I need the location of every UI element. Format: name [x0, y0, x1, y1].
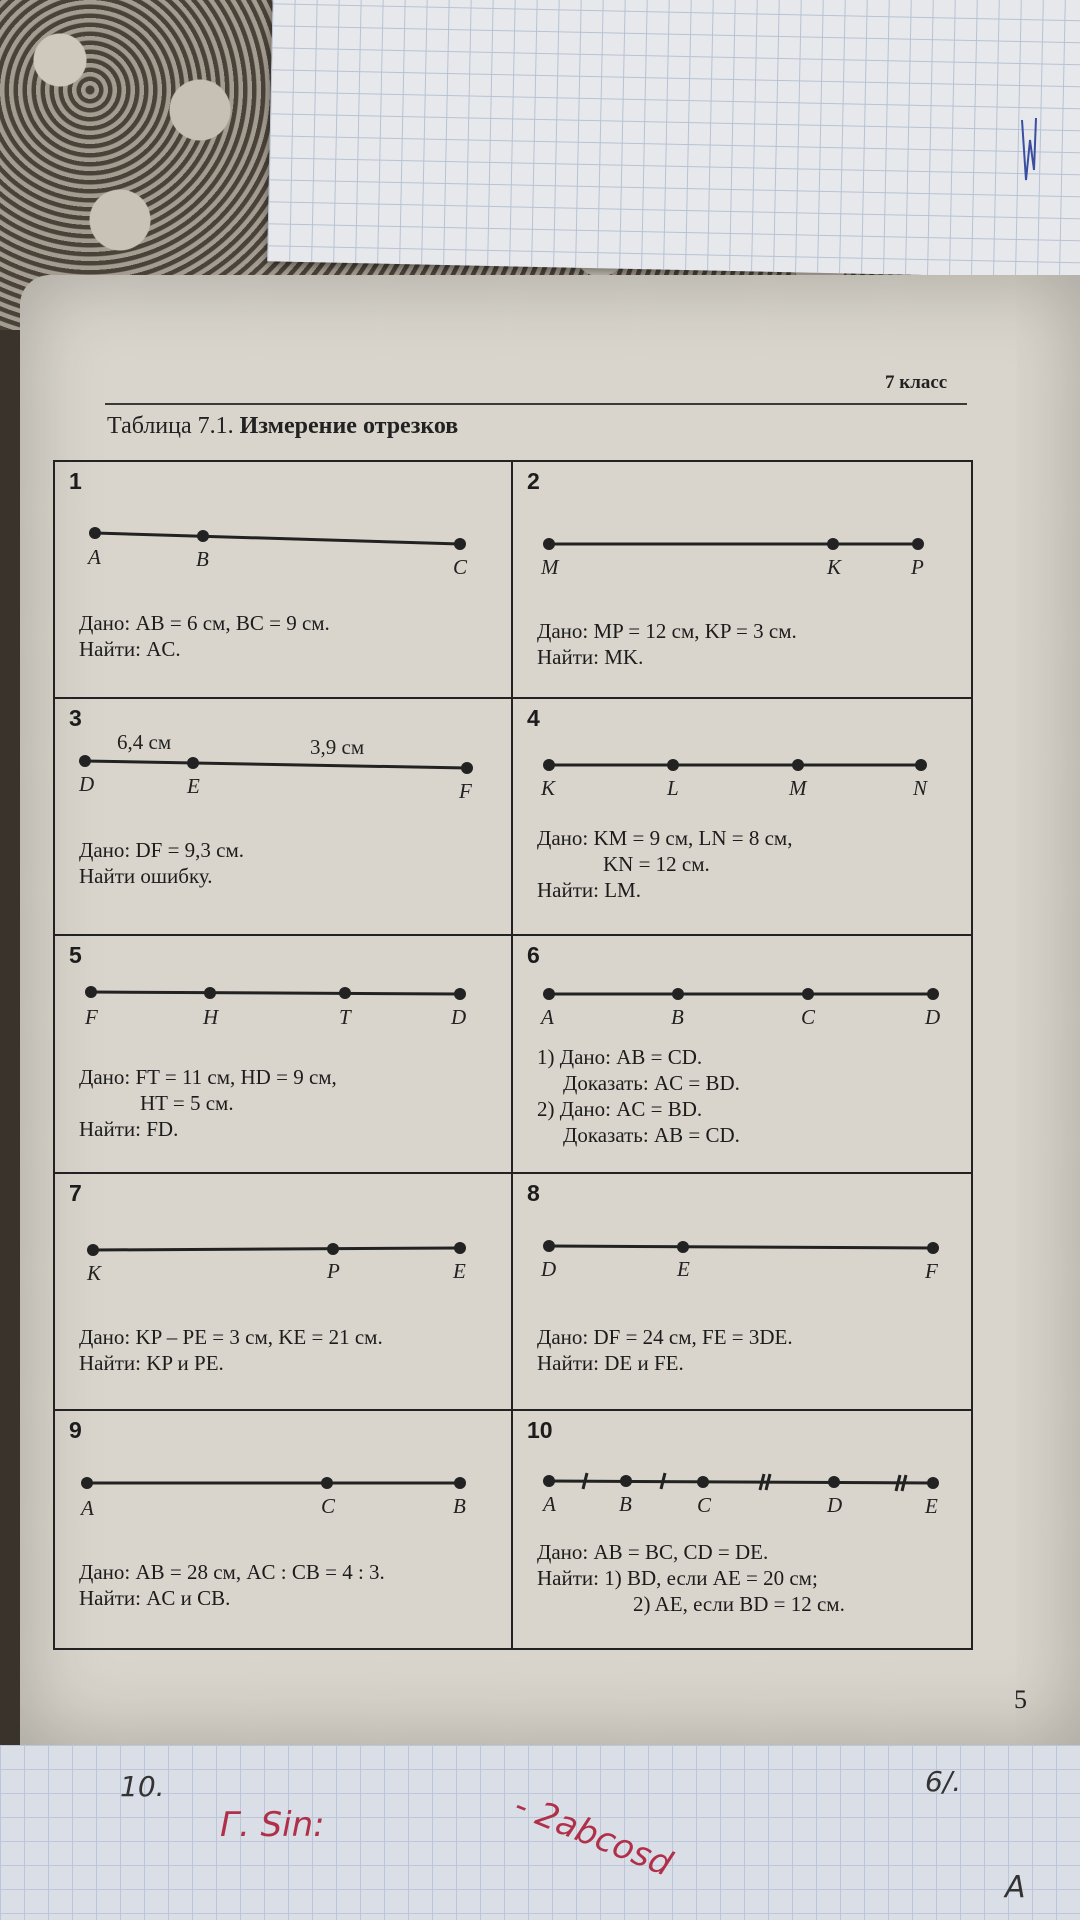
segment-point — [802, 988, 814, 1000]
exercise-number: 5 — [69, 942, 82, 969]
length-label: 3,9 см — [310, 735, 365, 760]
segment-point — [828, 1476, 840, 1488]
point-label: P — [911, 555, 924, 579]
title-prefix: Таблица 7.1. — [107, 413, 234, 439]
point-label: C — [801, 1005, 816, 1030]
point-label: C — [321, 1493, 336, 1518]
header-rule — [105, 403, 967, 405]
tick-mark — [896, 1475, 900, 1491]
point-label: P — [327, 1258, 340, 1283]
exercise-cell — [513, 1411, 971, 1648]
segment-point — [677, 1241, 689, 1253]
segment-point — [543, 538, 555, 550]
exercise-cell — [513, 699, 971, 936]
point-label: K — [827, 555, 842, 579]
point-label: C — [453, 555, 468, 579]
find-line: Найти: KP и PE. — [79, 1350, 224, 1375]
tick-mark — [760, 1474, 764, 1490]
segment-line — [95, 533, 460, 544]
exercise-cell — [513, 462, 971, 699]
segment-point — [667, 759, 679, 771]
point-label: K — [87, 1260, 102, 1285]
page-title — [107, 413, 458, 440]
point-label: L — [667, 776, 679, 801]
point-label: D — [541, 1256, 557, 1281]
segment-point — [697, 1476, 709, 1488]
segment-diagram — [513, 462, 972, 582]
given-line: Дано: DF = 24 см, FE = 3DE. — [537, 1324, 793, 1349]
given-line: Дано: KM = 9 см, LN = 8 см, — [537, 826, 793, 851]
segment-point — [672, 988, 684, 1000]
notebook-below — [0, 1745, 1080, 1920]
prove-line: Доказать: AC = BD. — [563, 1071, 740, 1096]
notebook-scribble: - 2abcosd — [508, 1785, 678, 1885]
point-label: D — [827, 1492, 843, 1517]
exercise-number: 4 — [527, 705, 540, 732]
find-line: Найти: 1) BD, если AE = 20 см; — [537, 1565, 818, 1590]
given-line: Дано: AB = BC, CD = DE. — [537, 1539, 769, 1564]
pen-mark-icon — [1018, 110, 1038, 190]
segment-point — [87, 1244, 99, 1256]
given-line: KN = 12 см. — [603, 852, 710, 877]
given-line: Дано: KP – PE = 3 см, KE = 21 см. — [79, 1324, 383, 1349]
segment-point — [187, 757, 199, 769]
segment-point — [79, 755, 91, 767]
given-line: Дано: FT = 11 см, HD = 9 см, — [79, 1065, 337, 1090]
segment-point — [543, 1475, 555, 1487]
find-line: 2) AE, если BD = 12 см. — [633, 1591, 845, 1616]
point-label: B — [619, 1491, 632, 1516]
notebook-scribble: Г. Sin: — [220, 1805, 325, 1845]
segment-line — [93, 1248, 460, 1250]
point-label: T — [339, 1005, 351, 1030]
segment-point — [321, 1477, 333, 1489]
exercise-cell — [55, 936, 513, 1173]
find-line: Найти ошибку. — [79, 864, 213, 889]
notebook-scribble: 6/. — [925, 1765, 962, 1798]
given-line: 1) Дано: AB = CD. — [537, 1045, 703, 1070]
tick-mark — [902, 1475, 906, 1491]
find-line: Найти: LM. — [537, 878, 641, 903]
exercise-number: 10 — [527, 1416, 553, 1443]
segment-point — [454, 988, 466, 1000]
segment-diagram — [55, 1411, 514, 1531]
point-label: D — [79, 772, 95, 797]
segment-point — [89, 527, 101, 539]
segment-point — [915, 759, 927, 771]
find-line: Найти: FD. — [79, 1117, 179, 1142]
exercise-number: 9 — [69, 1416, 82, 1443]
segment-point — [543, 1240, 555, 1252]
find-line: Найти: AC и CB. — [79, 1585, 231, 1610]
segment-diagram — [55, 462, 514, 582]
segment-point — [927, 988, 939, 1000]
segment-point — [620, 1475, 632, 1487]
segment-diagram — [55, 1174, 514, 1294]
segment-point — [792, 759, 804, 771]
given-line: 2) Дано: AC = BD. — [537, 1097, 703, 1122]
point-label: A — [543, 1491, 556, 1516]
notebook-scribble: 10. — [120, 1770, 165, 1803]
exercise-number: 2 — [527, 468, 540, 494]
segment-diagram — [513, 1174, 972, 1294]
segment-point — [85, 986, 97, 998]
point-label: F — [459, 779, 472, 804]
exercise-number: 6 — [527, 942, 540, 969]
segment-point — [204, 987, 216, 999]
title-main: Измерение отрезков — [239, 413, 459, 439]
point-label: A — [541, 1005, 554, 1030]
point-label: E — [187, 774, 200, 799]
segment-diagram — [513, 699, 972, 819]
point-label: B — [671, 1005, 684, 1030]
tick-mark — [766, 1474, 770, 1490]
segment-diagram — [513, 936, 972, 1056]
segment-line — [85, 761, 467, 768]
segment-point — [461, 762, 473, 774]
point-label: M — [541, 555, 559, 579]
segment-point — [912, 538, 924, 550]
point-label: B — [196, 547, 209, 571]
exercise-cell — [513, 936, 971, 1173]
segment-point — [454, 538, 466, 550]
tick-mark — [583, 1473, 587, 1489]
given-line: HT = 5 см. — [140, 1091, 234, 1116]
exercise-cell — [55, 1411, 513, 1648]
segment-point — [454, 1242, 466, 1254]
point-label: A — [88, 545, 101, 569]
segment-diagram — [513, 1411, 972, 1531]
given-line: Дано: AB = 28 см, AC : CB = 4 : 3. — [79, 1559, 385, 1584]
point-label: B — [453, 1493, 466, 1518]
point-label: E — [677, 1256, 690, 1281]
segment-diagram — [55, 936, 514, 1056]
exercise-cell — [55, 699, 513, 936]
exercise-cell — [513, 1174, 971, 1411]
exercise-number: 7 — [69, 1179, 82, 1206]
segment-line — [549, 1481, 933, 1483]
point-label: M — [789, 776, 807, 801]
segment-point — [543, 988, 555, 1000]
tick-mark — [661, 1473, 665, 1489]
point-label: N — [913, 776, 928, 801]
exercise-cell — [55, 462, 513, 699]
segment-point — [197, 530, 209, 542]
segment-point — [339, 987, 351, 999]
prove-line: Доказать: AB = CD. — [563, 1123, 740, 1148]
given-line: Дано: AB = 6 см, BC = 9 см. — [79, 611, 330, 635]
point-label: E — [925, 1493, 938, 1518]
segment-point — [827, 538, 839, 550]
page-number: 5 — [1014, 1685, 1027, 1714]
exercise-number: 1 — [69, 468, 82, 494]
find-line: Найти: DE и FE. — [537, 1350, 684, 1375]
point-label: K — [541, 776, 556, 801]
given-line: Дано: DF = 9,3 см. — [79, 838, 245, 863]
point-label: A — [81, 1495, 94, 1520]
exercise-cell — [55, 1174, 513, 1411]
point-label: H — [203, 1005, 219, 1030]
segment-point — [927, 1242, 939, 1254]
point-label: F — [85, 1005, 98, 1030]
segment-point — [927, 1477, 939, 1489]
segment-point — [454, 1477, 466, 1489]
segment-point — [81, 1477, 93, 1489]
point-label: D — [451, 1005, 467, 1030]
point-label: C — [697, 1492, 712, 1517]
point-label: F — [925, 1258, 938, 1283]
segment-point — [327, 1243, 339, 1255]
segment-line — [91, 992, 460, 994]
given-line: Дано: MP = 12 см, KP = 3 см. — [537, 619, 797, 643]
exercise-number: 3 — [69, 705, 82, 732]
segment-point — [543, 759, 555, 771]
exercise-number: 8 — [527, 1179, 540, 1206]
grade-label: 7 класс — [885, 372, 948, 393]
length-label: 6,4 см — [117, 730, 172, 755]
point-label: D — [925, 1005, 941, 1030]
point-label: E — [453, 1258, 466, 1283]
find-line: Найти: MK. — [537, 645, 644, 669]
segment-diagram — [55, 699, 514, 819]
notebook-scribble: A — [1005, 1870, 1026, 1905]
find-line: Найти: AC. — [79, 637, 181, 661]
segment-line — [549, 1246, 933, 1248]
grid-paper-sheet — [267, 0, 1080, 279]
exercise-table — [53, 460, 973, 1650]
